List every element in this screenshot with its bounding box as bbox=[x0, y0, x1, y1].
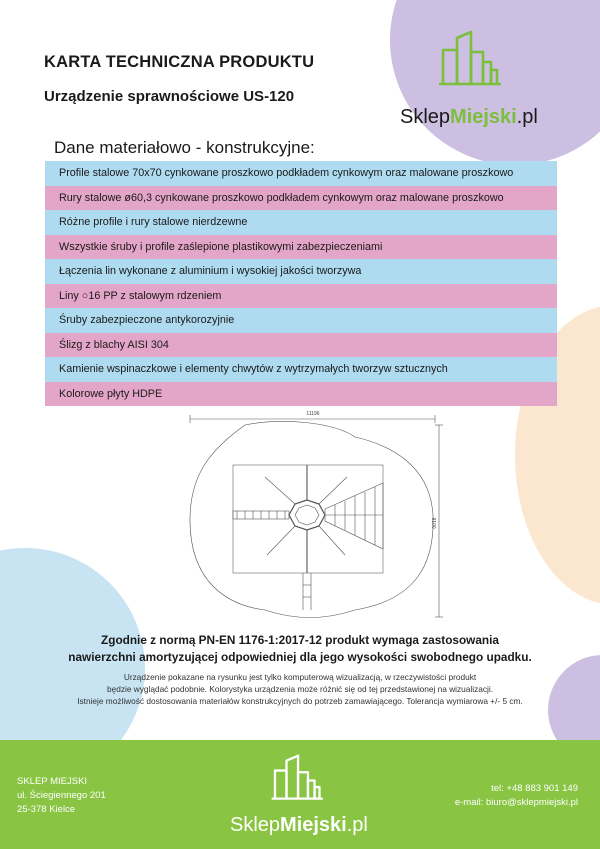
list-item: Śruby zabezpieczone antykorozyjnie bbox=[45, 308, 557, 333]
footer-logo-text: SklepMiejski.pl bbox=[230, 814, 368, 836]
brand-logo bbox=[400, 30, 590, 140]
brand-logo-text: SklepMiejski.pl bbox=[400, 106, 538, 128]
list-item: Profile stalowe 70x70 cynkowane proszkowo podkładem cynkowym oraz malowane proszkowo bbox=[45, 161, 557, 186]
list-item: Kolorowe płyty HDPE bbox=[45, 382, 557, 407]
norm-notice: Zgodnie z normą PN-EN 1176-1:2017-12 produkt wymaga zastosowania nawierzchni amortyzującej odpowiedniej dla jego wysokości swobodnego upadku. bbox=[68, 633, 532, 664]
list-item: Kamienie wspinaczkowe i elementy chwytów z wytrzymałych tworzyw sztucznych bbox=[45, 357, 557, 382]
list-item: Łączenia lin wykonane z aluminium i wysokiej jakości tworzywa bbox=[45, 259, 557, 284]
list-item: Liny ○16 PP z stalowym rdzeniem bbox=[45, 284, 557, 309]
visualization-note: Urządzenie pokazane na rysunku jest tylko komputerową wizualizacją, w rzeczywistości produkt będzie wyglądać podobnie. Kolorystyka urządzenia może różnić się od tej przedstawionej na wizualizacji. Istnieje możliwość dostosowania materiałów konstrukcyjnych do potrzeb zamawiającego. Tolerancja wymiarowa +/- 5 cm. bbox=[77, 672, 523, 706]
company-name: SKLEP MIEJSKI bbox=[17, 776, 88, 787]
height-dimension-label: 9100 bbox=[430, 517, 436, 529]
city-address: 25-378 Kielce bbox=[17, 804, 76, 815]
width-dimension-label: 11196 bbox=[306, 411, 320, 417]
materials-heading: Dane materiałowo - konstrukcyjne: bbox=[54, 138, 315, 157]
materials-list bbox=[45, 161, 557, 406]
city-buildings-icon bbox=[270, 752, 336, 804]
product-name: Urządzenie sprawnościowe US-120 bbox=[44, 88, 295, 105]
email-address: e-mail: biuro@sklepmiejski.pl bbox=[454, 797, 578, 808]
list-item: Różne profile i rury stalowe nierdzewne bbox=[45, 210, 557, 235]
technical-drawing bbox=[185, 405, 450, 630]
street-address: ul. Ściegiennego 201 bbox=[17, 790, 106, 801]
phone-number: tel: +48 883 901 149 bbox=[491, 783, 578, 794]
city-buildings-icon bbox=[437, 30, 517, 88]
page-title: KARTA TECHNICZNA PRODUKTU bbox=[44, 53, 315, 71]
list-item: Ślizg z blachy AISI 304 bbox=[45, 333, 557, 358]
list-item: Wszystkie śruby i profile zaślepione plastikowymi zabezpieczeniami bbox=[45, 235, 557, 260]
list-item: Rury stalowe ø60,3 cynkowane proszkowo podkładem cynkowym oraz malowane proszkowo bbox=[45, 186, 557, 211]
footer-logo bbox=[218, 752, 388, 847]
footer-address bbox=[17, 775, 106, 817]
footer-contact bbox=[455, 782, 578, 810]
